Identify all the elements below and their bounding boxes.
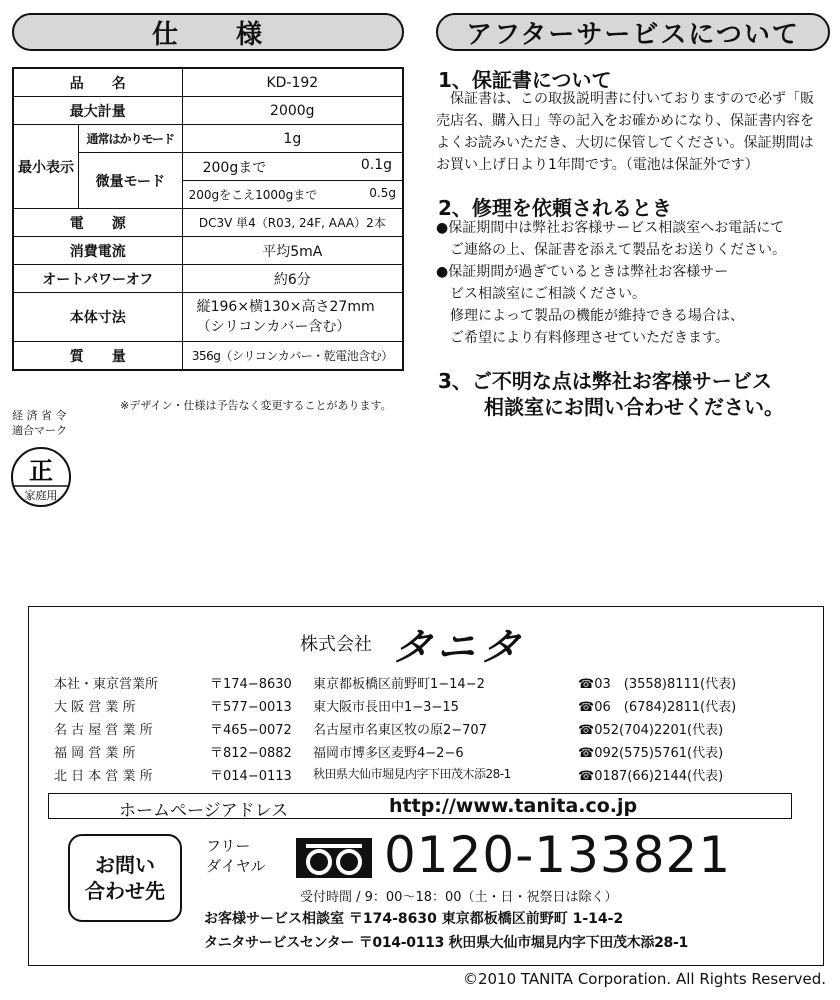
mark-text-1: 正	[29, 457, 53, 485]
freedial-number: 0120-133821	[384, 826, 732, 884]
table-row	[13, 342, 403, 371]
office-phone-number: 03 (3558)8111(代表)	[594, 677, 737, 692]
repair-line: ご連絡の上、保証書を添えて製品をお送りください。	[436, 242, 786, 258]
spec-normal-label: 通常はかりモード	[79, 125, 183, 153]
repair-line: ●保証期間中は弊社お客様サービス相談室へお電話にて	[436, 220, 785, 236]
spec-note: ※デザイン・仕様は予告なく変更することがあります。	[120, 399, 392, 412]
spec-normal-value: 1g	[182, 125, 403, 153]
spec-consumption-value: 平均5mA	[182, 237, 403, 265]
tanita-logo: タニタ	[390, 625, 529, 669]
spec-size-value-2: （シリコンカバー含む）	[196, 319, 351, 335]
certification-mark-icon	[10, 446, 72, 508]
office-address: 東京都板橋区前野町1−14−2	[313, 677, 485, 692]
table-row	[13, 68, 403, 97]
freedial-label	[206, 836, 266, 876]
spec-table	[12, 67, 404, 371]
spec-size-value	[182, 293, 403, 342]
company-prefix: 株式会社	[300, 634, 372, 655]
phone-icon: ☎	[578, 700, 595, 715]
spec-size-label: 本体寸法	[13, 293, 182, 342]
office-name: 本社・東京営業所	[54, 677, 159, 692]
spec-max-value: 2000g	[182, 97, 403, 125]
office-name: 名 古 屋 営 業 所	[54, 723, 153, 738]
mark-label-line-2: 適合マーク	[12, 424, 67, 437]
repair-line: 修理によって製品の機能が維持できる場合は、	[436, 308, 744, 324]
after-service-title: アフターサービスについて	[466, 19, 800, 50]
spec-size-value-1: 縦196×横130×高さ27mm	[196, 299, 375, 315]
phone-icon: ☎	[578, 723, 595, 738]
spec-micro-a	[182, 153, 403, 181]
table-row	[13, 237, 403, 265]
spec-micro-b-right: 0.5g	[369, 186, 396, 200]
repair-line: ビス相談室にご相談ください。	[436, 286, 646, 302]
office-address: 福岡市博多区麦野4−2−6	[313, 746, 464, 761]
phone-icon: ☎	[578, 769, 595, 784]
spec-min-label: 最小表示	[13, 125, 79, 209]
warranty-text	[436, 88, 834, 176]
office-phone	[578, 719, 723, 738]
freedial-line-2: ダイヤル	[206, 857, 266, 875]
inquiry-line-1: お問い	[95, 853, 155, 877]
spec-mass-value: 356g（シリコンカバー・乾電池含む）	[182, 342, 403, 371]
office-address: 秋田県大仙市堀見内字下田茂木添28-1	[313, 767, 511, 781]
spec-power-value: DC3V 単4（R03, 24F, AAA）2本	[182, 209, 403, 237]
inquiry-box	[68, 834, 182, 922]
spec-micro-label: 微量モード	[79, 153, 183, 209]
contact-notice-line-1: 3、ご不明な点は弊社お客様サービス	[438, 369, 772, 393]
repair-text	[436, 217, 834, 349]
spec-autooff-label: オートパワーオフ	[13, 265, 182, 293]
phone-icon: ☎	[578, 746, 595, 761]
homepage-label: ホームページアドレス	[119, 801, 289, 821]
office-address: 名古屋市名東区牧の原2−707	[313, 723, 487, 738]
service-center-1: お客様サービス相談室 〒174-8630 東京都板橋区前野町 1-14-2	[204, 911, 624, 927]
table-row	[13, 209, 403, 237]
spec-mass-label: 質 量	[13, 342, 182, 371]
warranty-line: よくお読みいただき、大切に保管してください。保証期間は	[436, 135, 814, 151]
phone-icon: ☎	[578, 677, 595, 692]
office-phone-number: 0187(66)2144(代表)	[594, 769, 724, 784]
reception-hours: 受付時間 / 9：00〜18：00（土・日・祝祭日は除く）	[300, 890, 618, 905]
spec-header	[12, 13, 404, 51]
homepage-link[interactable]: http://www.tanita.co.jp	[389, 795, 638, 817]
spec-micro-b	[182, 181, 403, 209]
inquiry-line-2: 合わせ先	[85, 879, 165, 903]
office-phone	[578, 742, 723, 761]
office-phone-number: 06 (6784)2811(代表)	[594, 700, 737, 715]
spec-name-label: 品 名	[13, 68, 182, 97]
spec-autooff-value: 約6分	[182, 265, 403, 293]
office-name: 北 日 本 営 業 所	[54, 769, 153, 784]
spec-max-label: 最大計量	[13, 97, 182, 125]
contact-notice	[438, 368, 834, 420]
spec-micro-a-right: 0.1g	[360, 156, 392, 173]
repair-line: ●保証期間が過ぎているときは弊社お客様サー	[436, 264, 729, 280]
copyright: ©2010 TANITA Corporation. All Rights Reserved.	[462, 970, 826, 988]
table-row	[13, 265, 403, 293]
mark-text-2: 家庭用	[24, 489, 58, 502]
repair-line: ご希望により有料修理させていただきます。	[436, 330, 729, 346]
freedial-line-1: フリー	[206, 837, 251, 855]
service-center-2: タニタサービスセンター 〒014-0113 秋田県大仙市堀見内字下田茂木添28-1	[204, 935, 688, 951]
office-phone-number: 092(575)5761(代表)	[594, 746, 724, 761]
office-phone	[578, 765, 723, 784]
repair-heading: 2、修理を依頼されるとき	[438, 196, 672, 220]
office-zip: 〒577−0013	[210, 700, 292, 715]
office-zip: 〒812−0882	[210, 746, 292, 761]
spec-consumption-label: 消費電流	[13, 237, 182, 265]
office-name: 福 岡 営 業 所	[54, 746, 136, 761]
spec-title: 仕 様	[151, 19, 264, 50]
office-phone	[578, 673, 736, 692]
office-phone-number: 052(704)2201(代表)	[594, 723, 724, 738]
office-name: 大 阪 営 業 所	[54, 700, 136, 715]
office-zip: 〒465−0072	[210, 723, 292, 738]
homepage-box	[48, 793, 792, 819]
office-phone	[578, 696, 736, 715]
certification-mark-label	[12, 408, 67, 438]
warranty-line: 保証書は、この取扱説明書に付いておりますので必ず「販	[436, 91, 814, 107]
warranty-line: お買い上げ日より1年間です。（電池は保証外です）	[436, 157, 759, 173]
office-zip: 〒174−8630	[210, 677, 292, 692]
spec-micro-a-left: 200gまで	[202, 159, 267, 176]
warranty-heading: 1、保証書について	[438, 68, 612, 92]
spec-power-label: 電 源	[13, 209, 182, 237]
warranty-line: 売店名、購入日」等の記入をお確かめになり、保証書内容を	[436, 113, 814, 129]
table-row	[13, 97, 403, 125]
mark-label-line-1: 経 済 省 令	[12, 409, 67, 422]
table-row	[13, 125, 403, 153]
office-address: 東大阪市長田中1−3−15	[313, 700, 459, 715]
after-service-header	[436, 13, 830, 51]
spec-micro-b-left: 200gをこえ1000gまで	[188, 188, 318, 202]
contact-notice-line-2: 相談室にお問い合わせください。	[484, 395, 784, 419]
spec-name-value: KD-192	[182, 68, 403, 97]
freedial-icon	[296, 838, 372, 878]
office-zip: 〒014−0113	[210, 769, 292, 784]
table-row	[13, 293, 403, 342]
